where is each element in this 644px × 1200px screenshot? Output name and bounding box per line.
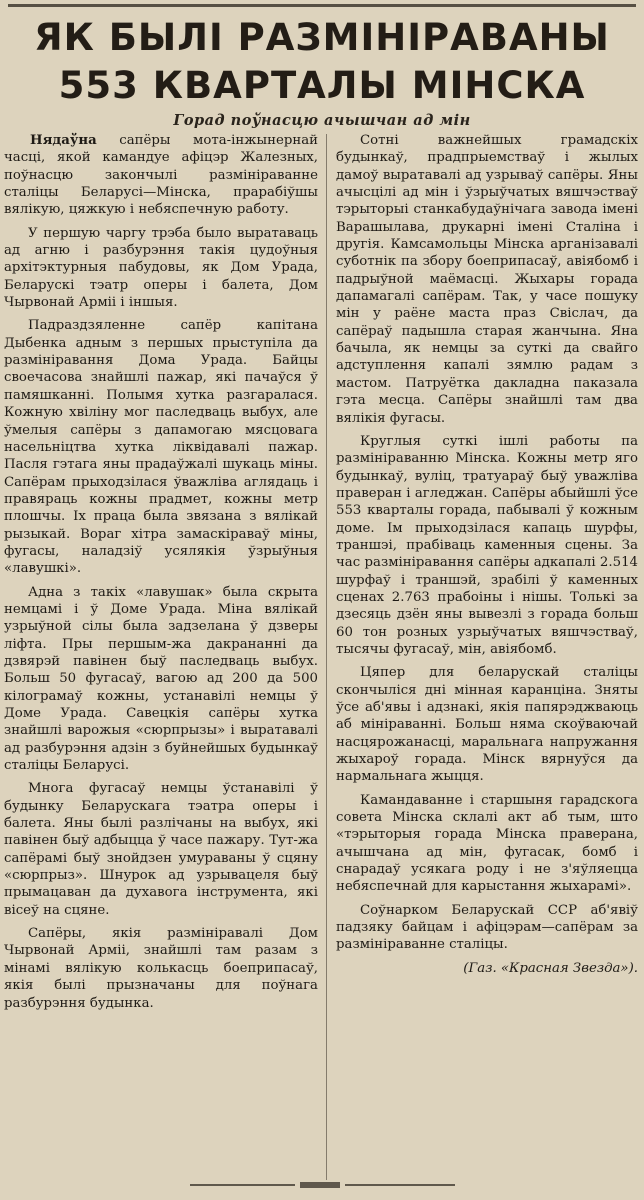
paragraph: Сотні важнейшых грамадскіх будынкаў, прадпрыемстваў і жылых дамоў выратавалі ад узрываў сапёры. Яны ачысцілі ад мін і ўзрыўчатых вяшчэстваў тэрыторыі станкабудаўнічага завода імені Варашылава, друкарні імені Сталіна і другія. Камсамольцы Мінска арганізавалі суботнік па збору боеприпасаў, авіябомб і падрыўной маёмасці. Жыхары горада дапамагалі сапёрам. Так, у часе пошуку мін у раёне маста праз Свіслач, да сапёраў падышла старая жанчына. Яна бачыла, як немцы за суткі да свайго адступлення капалі зямлю радам з мастом. Патруётка дакладна паказала гэта месца. Сапёры знайшлі там два вялікія фугасы. [336,133,638,426]
bottom-rule-ornament [300,1182,340,1188]
paragraph: Камандаванне і старшыня гарадскога совета Мінска склалі акт аб тым, што «тэрыторыя горада Мінска праверана, ачышчана ад мін, фугасак, бомб і снарадаў усякага роду і не з'яўляецца небяспечнай для карыстання жыхарамі». [336,792,638,895]
paragraph [4,132,318,219]
bottom-rule [190,1184,295,1186]
source-credit: (Газ. «Красная Звезда»). [463,960,638,976]
subheadline: Горад поўнасцю ачышчан ад мін [173,112,471,129]
lead-word: Нядаўна [30,133,97,148]
paragraph: Круглыя суткі ішлі работы па размініраванню Мінска. Кожны метр яго будынкаў, вуліц, тратуараў быў уважліва праверан і агледжан. Сапёры абыйшлі ўсе 553 кварталы горада, пабывалі ў кожным доме. Ім прыходзілася капаць шурфы, траншэі, прабіваць каменныя сцены. За час размініравання сапёры адкапалі 2.514 шурфаў і траншэй, зрабілі ў каменных сценах 2.763 прабоіны і нішы. Толькі за дзесяць дзён яны вывезлі з горада больш 60 тон розных узрыўчатых вяшчэстваў, тысячы фугасаў, мін, авіябомб. [336,433,638,657]
left-column [4,132,318,1018]
paragraph: Сапёры, якія размініравалі Дом Чырвонай Арміі, знайшлі там разам з мінамі вялікую колькасць боеприпасаў, якія былі прызначаны для поўнага разбурэння будынка. [4,926,318,1011]
bottom-rule [345,1184,455,1186]
right-column [336,132,638,977]
paragraph: Падраздзяленне сапёр капітана Дыбенка адным з першых прыступіла да размініравання Дома Урада. Байцы своечасова знайшлі пажар, які пачаўся ў памяшканні. Полымя хутка разгаралася. Кожную хвіліну мог паследваць выбух, але ўмелыя сапёры з дапамогаю мясцовага насельніцтва хутка ліквідавалі пажар. Пасля гэтага яны прадаўжалі шукаць міны. Сапёрам прыходзілася ўважліва аглядаць і правяраць кожны прадмет, кожны метр плошчы. Іх праца была звязана з вялікай рызыкай. Вораг хітра замаскіраваў міны, фугасы, наладзіў усялякія ўзрыўныя «лавушкі». [4,318,318,577]
paragraph: Цяпер для беларускай сталіцы скончыліся дні мінная каранціна. Зняты ўсе аб'явы і адзнакі, якія папярэджваюць аб мініраванні. Больш няма скоўваючай насцярожанасці, маральнага напружання жыхароў горада. Мінск вярнуўся да нармальнага жыцця. [336,665,638,785]
paragraph: Соўнарком Беларускай ССР аб'явіў падзяку байцам і афіцэрам—сапёрам за размініраванне сталіцы. [336,902,638,953]
paragraph: Многа фугасаў немцы ўстанавілі ў будынку Беларускага тэатра оперы і балета. Яны былі разлічаны на выбух, які павінен быў адбыцца ў часе пажару. Тут-жа сапёрамі быў знойдзен умураваны ў сцяну «сюрпрыз». Шнурок ад узрывацеля быў прымацаван да духавога інструмента, які вісеў на сцяне. [4,781,318,918]
paragraph-text: сапёры мота-інжынернай часці, якой камандуе афіцэр Жалезных, поўнасцю закончылі размініраванне сталіцы Беларусі—Мінска, прарабіўшы вялікую, цяжкую і небяспечную работу. [4,133,318,218]
headline [0,14,644,110]
headline-line-1: ЯК БЫЛІ РАЗМІНІРАВАНЫ [34,16,610,59]
paragraph: У першую чаргу трэба было выратаваць ад агню і разбурэння такія цудоўныя архітэктурныя пабудовы, як Дом Урада, Беларускі тэатр оперы і балета, Дом Чырвонай Арміі і іншыя. [4,225,318,311]
top-rule [8,4,636,7]
paragraph: Адна з такіх «лавушак» была скрыта немцамі і ў Доме Урада. Міна вялікай узрыўной сілы была задзелана ў дзверы ліфта. Пры першым-жа дакрананні да дзвярэй павінен быў паследваць выбух. Больш 50 фугасаў, вагою ад 200 да 500 кілограмаў кожны, устанавілі немцы ў Доме Урада. Савецкія сапёры хутка знайшлі варожыя «сюрпрызы» і выратавалі ад разбурэння адзін з буйнейшых будынкаў сталіцы Беларусі. [4,584,318,774]
column-divider [326,134,327,1180]
headline-line-2: 553 КВАРТАЛЫ МІНСКА [58,64,586,107]
